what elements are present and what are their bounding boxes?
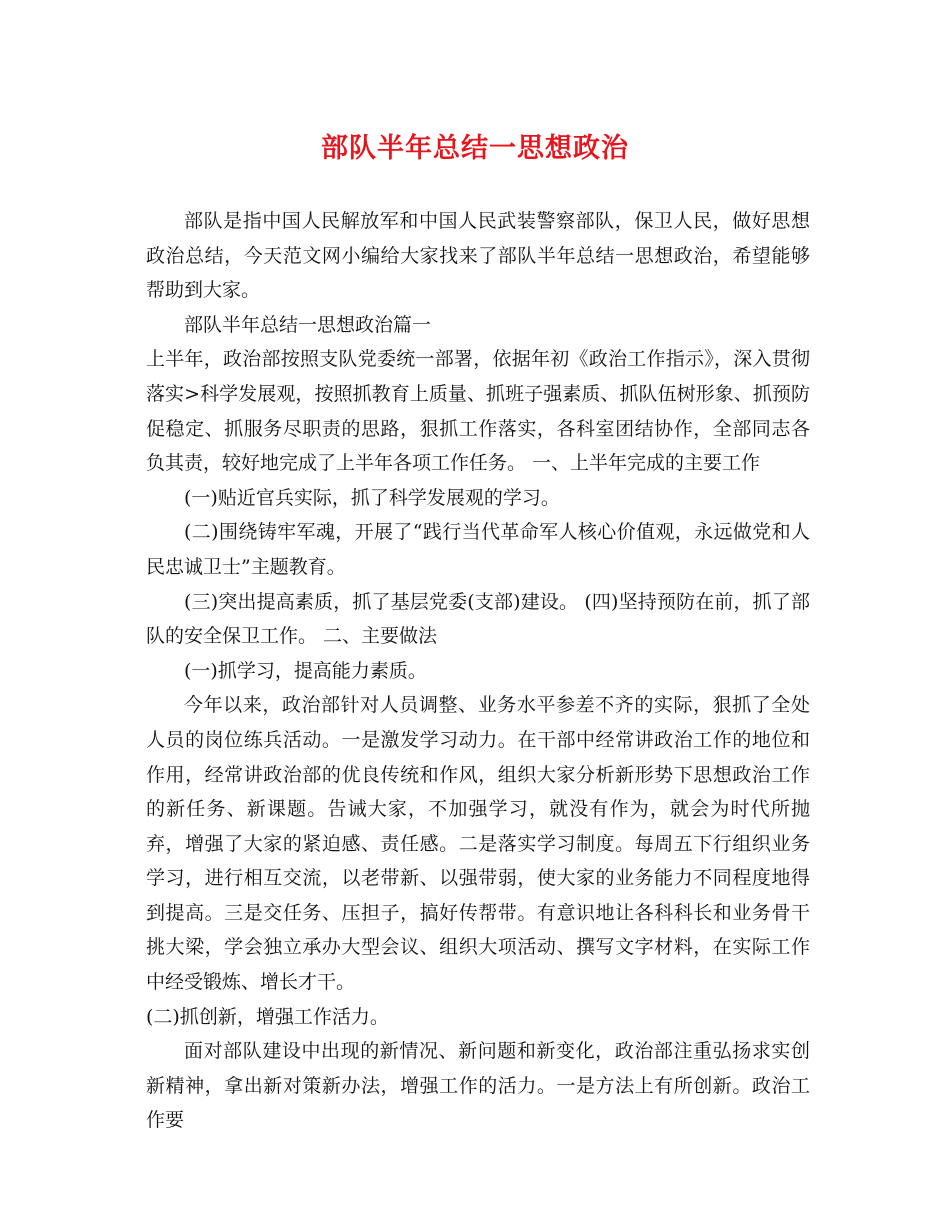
document-title: 部队半年总结一思想政治 [321, 133, 629, 164]
paragraph-item-3-4: (三)突出提高素质，抓了基层党委(支部)建设。 (四)坚持预防在前，抓了部队的安全保卫工作。 二、主要做法 [146, 590, 810, 648]
paragraph-method-1-body: 今年以来，政治部针对人员调整、业务水平参差不齐的实际，狠抓了全处人员的岗位练兵活动。一是激发学习动力。在干部中经常讲政治工作的地位和作用，经常讲政治部的优良传统和作风，组织大家分析新形势下思想政治工作的新任务、新课题。告诫大家，不加强学习，就没有作为，就会为时代所抛弃，增强了大家的紧迫感、责任感。二是落实学习制度。每周五下行组织业务学习，进行相互交流，以老带新、以强带弱，使大家的业务能力不同程度地得到提高。三是交任务、压担子，搞好传帮带。有意识地让各科科长和业务骨干挑大梁，学会独立承办大型会议、组织大项活动、撰写文字材料，在实际工作中经受锻炼、增长才干。 [146, 694, 810, 994]
paragraph-item-1: (一)贴近官兵实际，抓了科学发展观的学习。 [184, 486, 560, 509]
paragraph-item-2: (二)围绕铸牢军魂，开展了“践行当代革命军人核心价值观，永远做党和人民忠诚卫士”主题教育。 [146, 521, 810, 578]
document-body [146, 204, 810, 1138]
paragraph-intro: 部队是指中国人民解放军和中国人民武装警察部队，保卫人民，做好思想政治总结，今天范文网小编给大家找来了部队半年总结一思想政治，希望能够帮助到大家。 [146, 210, 810, 302]
paragraph-section-heading: 部队半年总结一思想政治篇一 [184, 313, 432, 336]
paragraph-method-2-body: 面对部队建设中出现的新情况、新问题和新变化，政治部注重弘扬求实创新精神，拿出新对策新办法，增强工作的活力。一是方法上有所创新。政治工作要 [146, 1040, 810, 1132]
paragraph-method-1-heading: (一)抓学习，提高能力素质。 [184, 659, 427, 682]
paragraph-overview: 上半年，政治部按照支队党委统一部署，依据年初《政治工作指示》，深入贯彻落实>科学发展观，按照抓教育上质量、抓班子强素质、抓队伍树形象、抓预防促稳定、抓服务尽职责的思路，狠抓工作落实，各科室团结协作，全部同志各负其责，较好地完成了上半年各项工作任务。 一、上半年完成的主要工作 [146, 348, 810, 475]
paragraph-method-2-heading: (二)抓创新，增强工作活力。 [146, 1005, 389, 1028]
